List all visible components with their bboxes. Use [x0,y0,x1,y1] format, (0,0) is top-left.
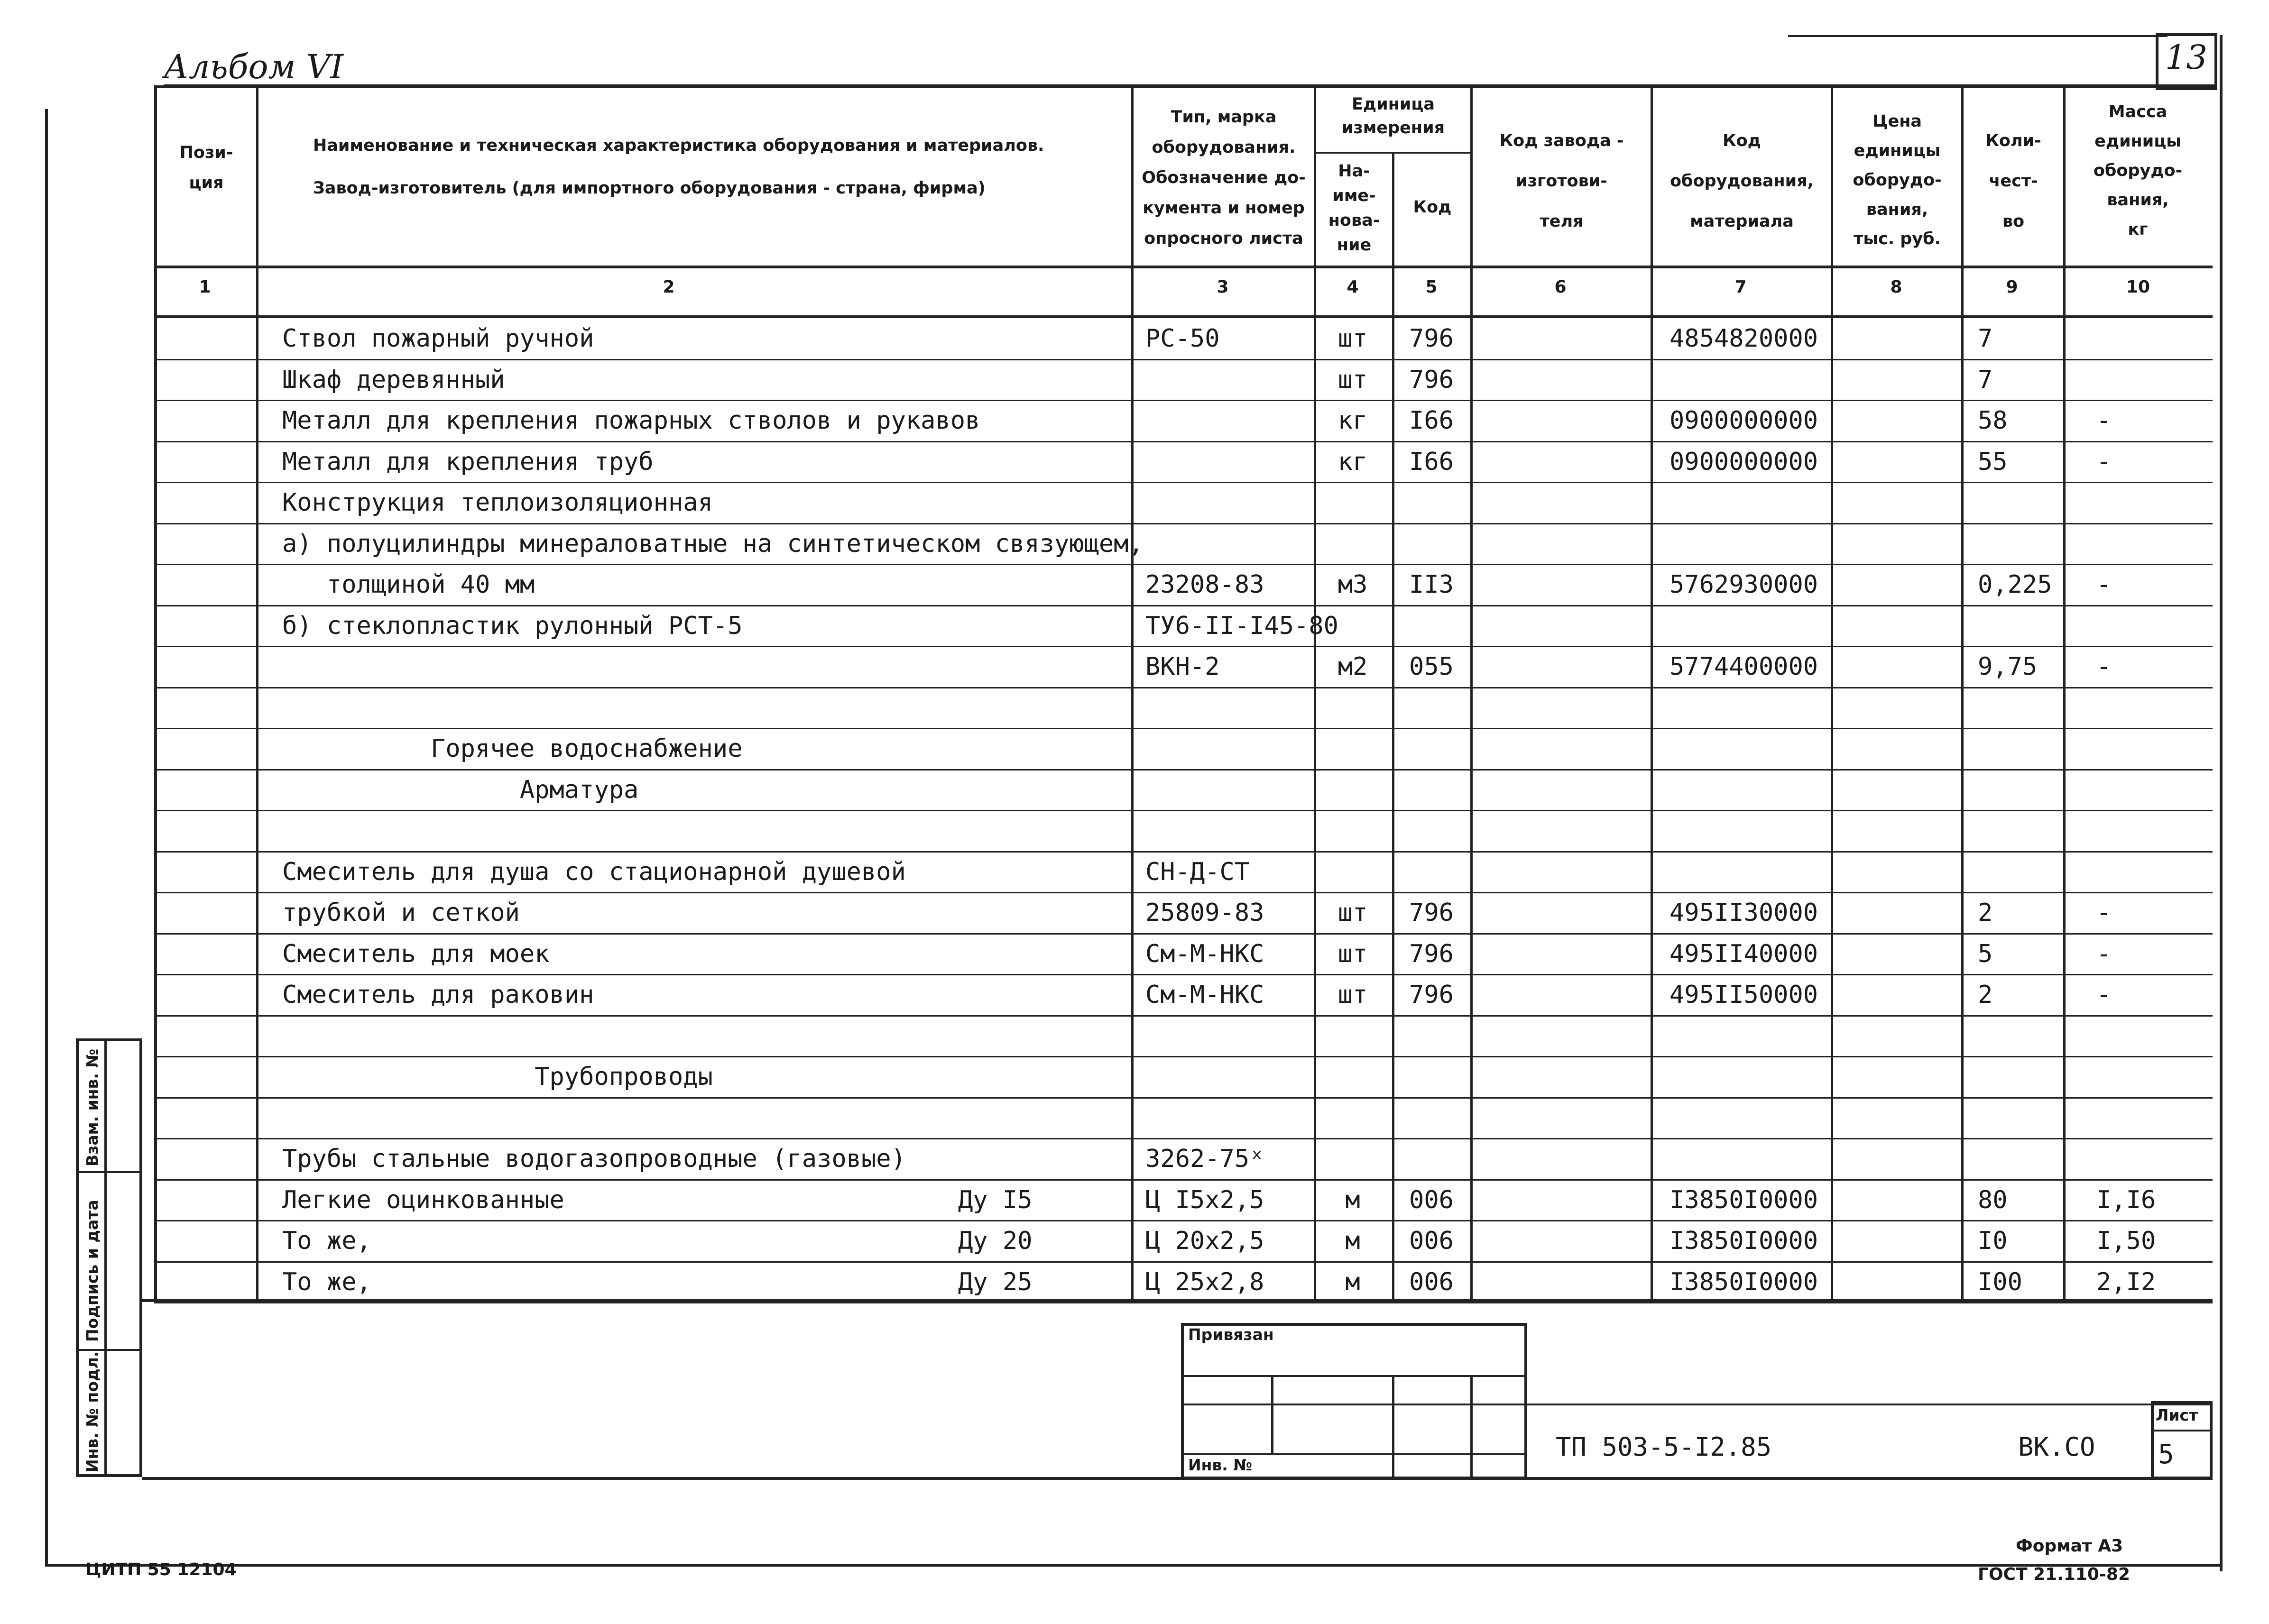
row-divider [154,769,2213,771]
row-name: Шкаф деревянный [282,365,505,394]
row-unit: м [1345,1267,1360,1296]
stamp-top-line [142,1299,2213,1302]
row-divider [154,728,2213,729]
title-block-line [1527,1404,2213,1405]
row-divider [154,1302,2213,1303]
row-divider [154,1015,2213,1017]
row-mass: - [2096,570,2112,599]
row-type: См-М-НКС [1145,981,1264,1009]
row-name: Ствол пожарный ручной [282,324,594,353]
row-divider [154,1179,2213,1181]
row-name: Трубы стальные водогазопроводные (газовые) [282,1145,906,1173]
row-divider [154,851,2213,853]
row-name: Трубопроводы [282,1063,713,1091]
row-divider [154,1138,2213,1139]
row-unit: м2 [1337,652,1368,681]
row-divider [154,646,2213,647]
header-price: Цена единицы оборудо- вания, тыс. руб. [1853,112,1942,248]
left-frame-line [45,109,48,1565]
row-quantity: 9,75 [1978,652,2038,681]
row-unit: м [1345,1227,1360,1255]
stamp-bottom-line [142,1477,2213,1480]
header-name: Наименование и техническая характеристика оборудования и материалов. [313,136,1044,155]
column-number: 9 [2006,277,2018,297]
row-unit-code: II3 [1409,570,1454,599]
col-line-7 [1651,85,1653,1299]
side-stamp-divider [104,1038,107,1477]
row-type: 3262-75ˣ [1145,1145,1264,1173]
row-name: Смеситель для моек [282,939,550,968]
row-type: Ц I5х2,5 [1145,1185,1264,1214]
colnum-bottom-line [154,315,2213,318]
row-unit-code: I66 [1409,447,1454,476]
row-name: Смеситель для душа со стационарной душевой [282,857,906,886]
header-type: Тип, марка оборудования. Обозначение до- кумента и номер опросного листа [1142,108,1306,248]
privyazan-vline-1 [1271,1375,1273,1453]
row-mass: - [2096,981,2112,1009]
row-unit-code: 796 [1409,324,1454,353]
row-divider [154,605,2213,606]
row-code: 495II40000 [1669,939,1818,968]
row-name: толщиной 40 мм [282,570,535,599]
row-divider [154,892,2213,893]
row-unit-code: 796 [1409,365,1454,394]
privyazan-line-2 [1181,1404,1527,1405]
header-quantity: Коли- чест- во [1985,131,2041,231]
row-unit-code: 006 [1409,1227,1454,1255]
row-divider [154,974,2213,975]
row-unit-code: 055 [1409,652,1454,681]
row-name: Металл для крепления пожарных стволов и рукавов [282,406,980,435]
row-quantity: 7 [1978,324,1993,353]
header-position: Пози- ция [179,143,233,193]
row-unit: м [1345,1185,1360,1214]
col-line-6 [1470,85,1473,1299]
row-code: 0900000000 [1669,447,1818,476]
row-mass: - [2096,447,2112,476]
sheet-code: ВК.СО [2018,1432,2095,1462]
row-name: То же, [282,1227,371,1255]
row-code: 4854820000 [1669,324,1818,353]
row-quantity: 55 [1978,447,2008,476]
row-unit: кг [1337,447,1368,476]
side-label-podpis: Подпись и дата [83,1200,101,1342]
row-code: 5774400000 [1669,652,1818,681]
header-unit: Единица измерения [1341,95,1445,138]
row-unit-code: I66 [1409,406,1454,435]
row-type: СН-Д-СТ [1145,857,1250,886]
row-code: 5762930000 [1669,570,1818,599]
header-plant-code: Код завода - изготови- теля [1499,131,1624,231]
row-type: ВКН-2 [1145,652,1220,681]
right-frame-line [2220,35,2223,1571]
column-number: 1 [199,277,211,297]
row-name: Арматура [282,775,639,804]
row-name: трубкой и сеткой [282,899,520,927]
row-unit: шт [1337,981,1368,1009]
column-number: 2 [663,277,675,297]
row-code: 495II50000 [1669,981,1818,1009]
row-unit-code: 796 [1409,981,1454,1009]
col-line-3 [1131,85,1134,1299]
bottom-frame-line [45,1564,2222,1567]
row-unit-code: 006 [1409,1185,1454,1214]
row-unit-code: 006 [1409,1267,1454,1296]
row-du: Ду I5 [958,1185,1033,1214]
row-quantity: 0,225 [1978,570,2052,599]
row-divider [154,400,2213,401]
row-unit: шт [1337,939,1368,968]
row-code: 0900000000 [1669,406,1818,435]
col-line-9 [1961,85,1964,1299]
col-line-8 [1831,85,1833,1299]
row-quantity: 5 [1978,939,1993,968]
row-divider [154,810,2213,811]
inv-no-label: Инв. № [1188,1456,1253,1474]
row-type: См-М-НКС [1145,939,1264,968]
row-name: Смеситель для раковин [282,981,594,1009]
row-quantity: 2 [1978,899,1993,927]
footer-format: Формат А3 [2016,1536,2123,1556]
row-code: I3850I0000 [1669,1227,1818,1255]
row-type: Ц 20х2,5 [1145,1227,1264,1255]
privyazan-line-1 [1181,1375,1527,1377]
row-quantity: 80 [1978,1185,2008,1214]
side-label-vzam: Взам. инв. № [83,1048,101,1166]
footer-gost: ГОСТ 21.110-82 [1978,1565,2131,1584]
row-quantity: I0 [1978,1227,2008,1255]
row-mass: - [2096,899,2112,927]
row-quantity: I00 [1978,1267,2022,1296]
row-unit: кг [1337,406,1368,435]
row-divider [154,523,2213,524]
row-type: ТУ6-II-I45-80 [1145,611,1338,640]
row-code: I3850I0000 [1669,1267,1818,1296]
row-unit: шт [1337,324,1368,353]
row-du: Ду 25 [958,1267,1033,1296]
column-number: 3 [1217,277,1229,297]
row-unit: шт [1337,899,1368,927]
row-type: 25809-83 [1145,899,1264,927]
row-name: Горячее водоснабжение [282,734,743,763]
header-unit-name: На- име- нова- ние [1328,162,1380,255]
page-number: 13 [2165,38,2208,77]
privyazan-label: Привязан [1188,1325,1274,1344]
row-code: I3850I0000 [1669,1185,1818,1214]
row-unit-code: 796 [1409,939,1454,968]
row-mass: I,50 [2096,1227,2156,1255]
column-number: 10 [2126,277,2150,297]
row-quantity: 7 [1978,365,1993,394]
privyazan-vline-3 [1470,1375,1473,1477]
column-number: 6 [1554,277,1567,297]
side-label-inv-podl: Инв. № подл. [83,1351,101,1472]
row-unit-code: 796 [1409,899,1454,927]
document-code: ТП 503-5-I2.85 [1556,1432,1772,1462]
row-mass: 2,I2 [2096,1267,2156,1296]
row-name: То же, [282,1267,371,1296]
row-name: Металл для крепления труб [282,447,654,476]
row-name: Легкие оцинкованные [282,1185,564,1214]
list-box-line [2151,1430,2213,1431]
row-divider [154,441,2213,442]
row-type: 23208-83 [1145,570,1264,599]
list-number: 5 [2158,1439,2174,1470]
privyazan-line-3 [1181,1453,1527,1455]
col-line-2 [256,85,258,1299]
column-number: 7 [1734,277,1747,297]
row-name: Конструкция теплоизоляционная [282,488,713,517]
header-unit-code: Код [1413,198,1452,217]
row-type: РС-50 [1145,324,1220,353]
row-divider [154,359,2213,360]
side-line-2 [76,1349,142,1351]
row-mass: - [2096,406,2112,435]
album-label: Альбом VI [164,47,344,86]
header-bottom-line [154,266,2213,268]
row-divider [154,1220,2213,1221]
column-number: 5 [1425,277,1438,297]
header-mass: Масса единицы оборудо- вания, кг [2093,102,2183,239]
col-line-5 [1392,152,1394,1299]
row-divider [154,1097,2213,1099]
row-divider [154,564,2213,565]
row-name: а) полуцилиндры минераловатные на синтетическом связующем, [282,529,1144,558]
column-number: 4 [1347,277,1359,297]
row-quantity: 58 [1978,406,2008,435]
row-mass: I,I6 [2096,1185,2156,1214]
list-label: Лист [2156,1406,2198,1424]
row-divider [154,687,2213,688]
row-du: Ду 20 [958,1227,1033,1255]
row-unit: м3 [1337,570,1368,599]
header-manufacturer: Завод-изготовитель (для импортного оборудования - страна, фирма) [313,179,986,198]
top-right-line [1788,35,2168,37]
footer-left-code: ЦИТП 55 12104 [85,1560,237,1579]
side-line-1 [76,1171,142,1173]
header-equipment-code: Код оборудования, материала [1670,131,1814,231]
col-line-4 [1314,85,1316,1299]
row-quantity: 2 [1978,981,1993,1009]
privyazan-vline-2 [1392,1375,1394,1477]
row-divider [154,1056,2213,1057]
row-mass: - [2096,939,2112,968]
col-line-10 [2063,85,2066,1299]
row-divider [154,482,2213,483]
row-name: б) стеклопластик рулонный РСТ-5 [282,611,743,640]
row-unit: шт [1337,365,1368,394]
row-mass: - [2096,652,2112,681]
row-divider [154,933,2213,935]
row-type: Ц 25х2,8 [1145,1267,1264,1296]
column-number: 8 [1890,277,1902,297]
row-divider [154,1261,2213,1263]
row-code: 495II30000 [1669,899,1818,927]
